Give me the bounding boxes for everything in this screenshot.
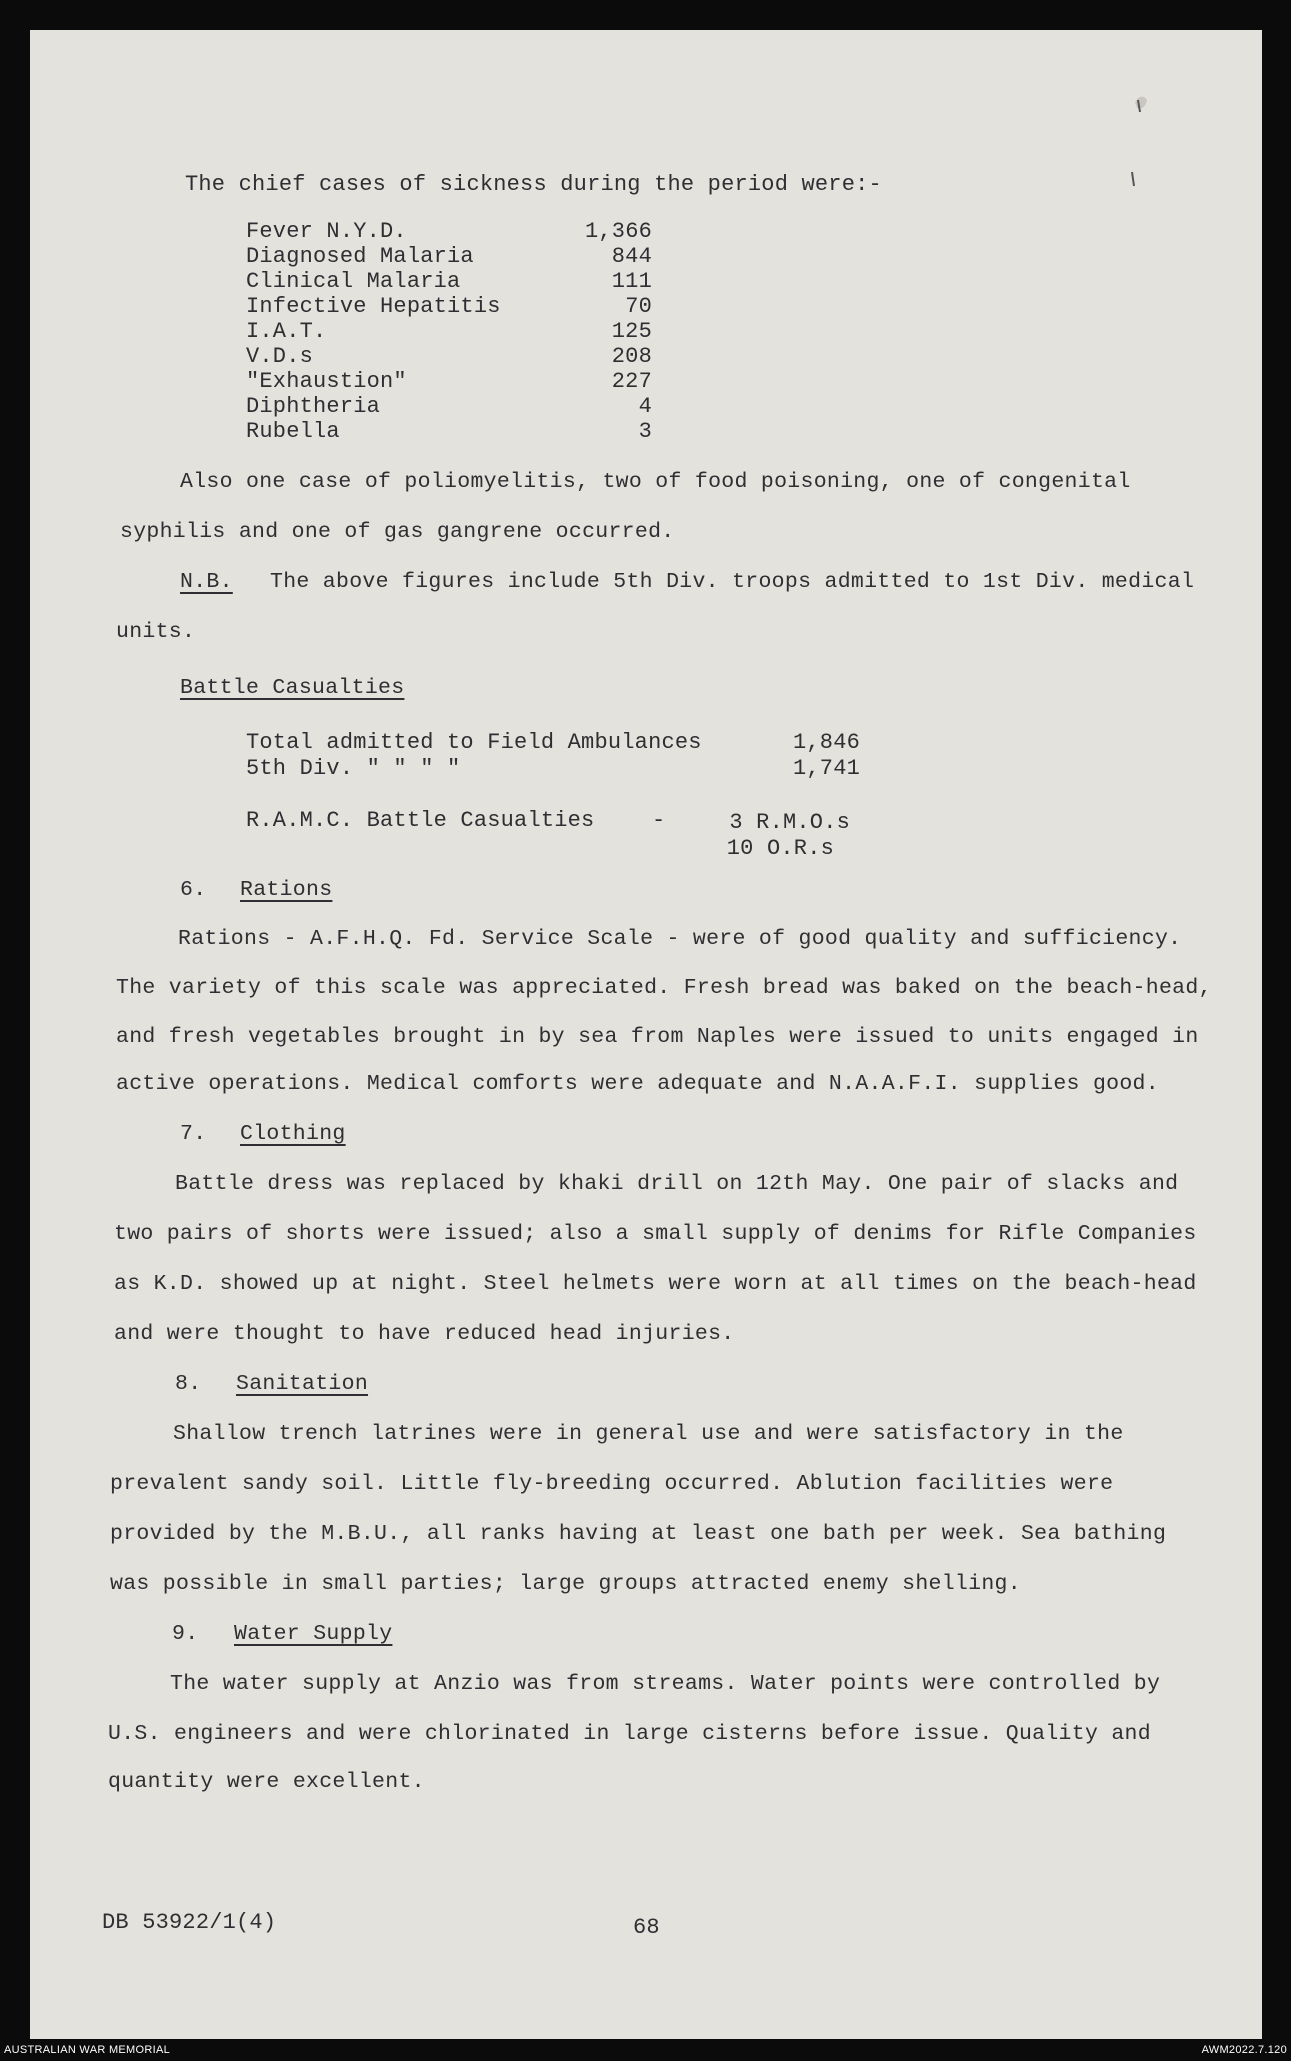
- section-title-water-supply: Water Supply: [234, 1622, 393, 1646]
- section-title-rations: Rations: [240, 878, 333, 902]
- sickness-name: Rubella: [246, 419, 340, 444]
- also-line-2: syphilis and one of gas gangrene occurred.: [120, 520, 675, 544]
- battle-row-label: 5th Div. " " " ": [246, 756, 461, 781]
- battle-row-label: Total admitted to Field Ambulances: [246, 730, 702, 755]
- sickness-name: Diphtheria: [246, 394, 381, 419]
- intro-line: The chief cases of sickness during the period were:-: [185, 172, 882, 197]
- sickness-name: Clinical Malaria: [246, 269, 461, 294]
- sanitation-line: Shallow trench latrines were in general use and were satisfactory in the: [173, 1422, 1124, 1446]
- clothing-line: two pairs of shorts were issued; also a small supply of denims for Rifle Companies: [114, 1222, 1197, 1246]
- sanitation-line: provided by the M.B.U., all ranks having at least one bath per week. Sea bathing: [110, 1522, 1167, 1546]
- page-number: 68: [633, 1915, 660, 1940]
- section-number: 7.: [180, 1122, 207, 1146]
- sickness-count: 3: [638, 419, 652, 444]
- sickness-name: Diagnosed Malaria: [246, 244, 474, 269]
- battle-row-value: 1,846: [792, 730, 860, 755]
- rations-line: The variety of this scale was appreciated. Fresh bread was baked on the beach-head,: [116, 976, 1212, 1000]
- nb-line-1: The above figures include 5th Div. troops admitted to 1st Div. medical: [270, 570, 1195, 594]
- sickness-count: 70: [625, 294, 652, 319]
- also-line-1: Also one case of poliomyelitis, two of food poisoning, one of congenital: [180, 470, 1131, 494]
- sickness-count: 4: [638, 394, 652, 419]
- sickness-name: I.A.T.: [246, 319, 327, 344]
- section-number: 9.: [172, 1622, 199, 1646]
- sickness-name: "Exhaustion": [246, 369, 407, 394]
- clothing-line: and were thought to have reduced head injuries.: [114, 1322, 735, 1346]
- sickness-name: Infective Hepatitis: [246, 294, 501, 319]
- water-line: The water supply at Anzio was from streams. Water points were controlled by: [170, 1672, 1161, 1696]
- water-line: U.S. engineers and were chlorinated in large cisterns before issue. Quality and: [108, 1722, 1151, 1746]
- sickness-count: 1,366: [584, 219, 652, 244]
- water-line: quantity were excellent.: [108, 1770, 425, 1794]
- section-title-clothing: Clothing: [240, 1122, 346, 1146]
- ramc-value-or: 10 O.R.s: [726, 836, 834, 861]
- document-reference: DB 53922/1(4): [102, 1910, 277, 1935]
- sickness-count: 227: [611, 369, 652, 394]
- archive-name: AUSTRALIAN WAR MEMORIAL: [4, 2044, 171, 2056]
- sickness-count: 125: [611, 319, 652, 344]
- sickness-name: V.D.s: [246, 344, 314, 369]
- archive-reference: AWM2022.7.120: [1201, 2044, 1287, 2056]
- sickness-name: Fever N.Y.D.: [246, 219, 407, 244]
- section-number: 6.: [180, 878, 207, 902]
- sickness-count: 111: [611, 269, 652, 294]
- rations-line: and fresh vegetables brought in by sea from Naples were issued to units engaged in: [116, 1025, 1199, 1049]
- sickness-count: 208: [611, 344, 652, 369]
- section-title-sanitation: Sanitation: [236, 1372, 369, 1396]
- ramc-label: R.A.M.C. Battle Casualties: [246, 808, 595, 833]
- nb-line-2: units.: [116, 620, 196, 644]
- section-number: 8.: [175, 1372, 202, 1396]
- rations-line: active operations. Medical comforts were adequate and N.A.A.F.I. supplies good.: [116, 1072, 1159, 1096]
- ramc-dash: -: [652, 808, 666, 833]
- clothing-line: Battle dress was replaced by khaki drill on 12th May. One pair of slacks and: [175, 1172, 1179, 1196]
- sickness-count: 844: [611, 244, 652, 269]
- clothing-line: as K.D. showed up at night. Steel helmets were worn at all times on the beach-head: [114, 1272, 1197, 1296]
- document-page: [30, 30, 1262, 2039]
- ink-smudge-icon: [1110, 60, 1180, 200]
- archive-footer-bar: [0, 2041, 1291, 2061]
- battle-casualties-heading: Battle Casualties: [180, 676, 405, 700]
- nb-label: N.B.: [180, 570, 233, 594]
- ramc-value-rmo: 3 R.M.O.s: [729, 810, 850, 835]
- sanitation-line: prevalent sandy soil. Little fly-breeding occurred. Ablution facilities were: [110, 1472, 1114, 1496]
- battle-row-value: 1,741: [792, 756, 860, 781]
- sanitation-line: was possible in small parties; large groups attracted enemy shelling.: [110, 1572, 1021, 1596]
- rations-line: Rations - A.F.H.Q. Fd. Service Scale - were of good quality and sufficiency.: [178, 927, 1182, 951]
